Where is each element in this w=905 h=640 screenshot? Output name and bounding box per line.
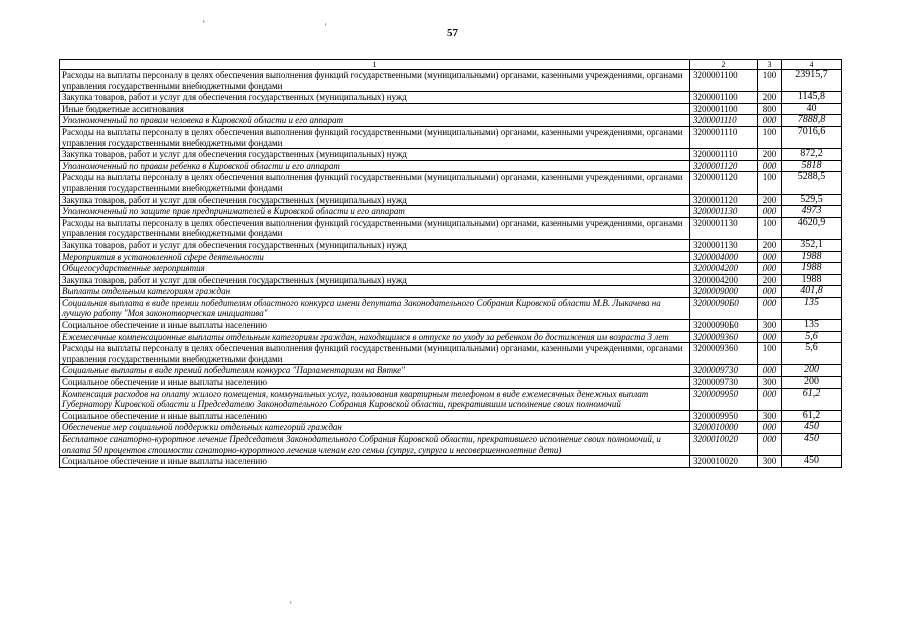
row-code: 3200004200	[690, 263, 758, 275]
page-number: 57	[447, 27, 458, 39]
budget-table	[59, 59, 842, 468]
row-vr: 000	[758, 434, 782, 456]
row-sum: 352,1	[782, 239, 842, 251]
row-sum: 5288,5	[782, 172, 842, 194]
row-vr: 000	[758, 388, 782, 410]
row-vr: 800	[758, 103, 782, 115]
header-row	[60, 60, 842, 70]
row-sum: 529,5	[782, 194, 842, 206]
row-vr: 200	[758, 194, 782, 206]
row-sum: 450	[782, 456, 842, 468]
row-name: Расходы на выплаты персоналу в целях обеспечения выполнения функций государственными (муниципальными) органами, казенными учреждениями, органами управления государственными внебюджетными фондами	[60, 217, 690, 239]
table-row	[60, 422, 842, 434]
row-code: 3200001100	[690, 70, 758, 92]
row-name: Расходы на выплаты персоналу в целях обеспечения выполнения функций государственными (муниципальными) органами, казенными учреждениями, органами управления государственными внебюджетными фондами	[60, 70, 690, 92]
row-name: Закупка товаров, работ и услуг для обеспечения государственных (муниципальных) нужд	[60, 194, 690, 206]
table-row	[60, 251, 842, 263]
row-vr: 100	[758, 172, 782, 194]
row-name: Социальное обеспечение и иные выплаты населению	[60, 456, 690, 468]
row-sum: 5,6	[782, 331, 842, 343]
table-row	[60, 206, 842, 218]
row-sum: 23915,7	[782, 70, 842, 92]
row-sum: 1988	[782, 251, 842, 263]
row-vr: 000	[758, 160, 782, 172]
row-code: 3200001120	[690, 172, 758, 194]
row-code: 3200010020	[690, 434, 758, 456]
row-name: Уполномоченный по правам ребенка в Кировской области и его аппарат	[60, 160, 690, 172]
row-name: Социальное обеспечение и иные выплаты населению	[60, 320, 690, 332]
row-vr: 000	[758, 422, 782, 434]
row-sum: 5818	[782, 160, 842, 172]
row-code: 3200001130	[690, 206, 758, 218]
header-col-4: 4	[782, 60, 842, 70]
table-row	[60, 194, 842, 206]
row-name: Социальные выплаты в виде премий победителям конкурса "Парламентаризм на Вятке"	[60, 365, 690, 377]
table-row	[60, 70, 842, 92]
row-sum: 135	[782, 297, 842, 319]
row-sum: 61,2	[782, 388, 842, 410]
row-code: 3200009950	[690, 388, 758, 410]
table-row	[60, 365, 842, 377]
row-vr: 100	[758, 343, 782, 365]
row-sum: 61,2	[782, 410, 842, 422]
row-vr: 200	[758, 149, 782, 161]
table-row	[60, 388, 842, 410]
row-vr: 000	[758, 297, 782, 319]
row-vr: 300	[758, 377, 782, 389]
row-code: 32000090Б0	[690, 320, 758, 332]
row-code: 3200001100	[690, 103, 758, 115]
row-name: Расходы на выплаты персоналу в целях обеспечения выполнения функций государственными (муниципальными) органами, казенными учреждениями, органами управления государственными внебюджетными фондами	[60, 126, 690, 148]
row-code: 3200001120	[690, 160, 758, 172]
row-vr: 200	[758, 92, 782, 104]
row-name: Ежемесячные компенсационные выплаты отдельным категориям граждан, находящимся в отпуске по уходу за ребенком до достижения им возраста 3 лет	[60, 331, 690, 343]
row-vr: 000	[758, 286, 782, 298]
row-name: Социальное обеспечение и иные выплаты населению	[60, 410, 690, 422]
row-name: Закупка товаров, работ и услуг для обеспечения государственных (муниципальных) нужд	[60, 92, 690, 104]
row-name: Выплаты отдельным категориям граждан	[60, 286, 690, 298]
table-row	[60, 217, 842, 239]
row-sum: 872,2	[782, 149, 842, 161]
table-row	[60, 115, 842, 127]
row-code: 3200009950	[690, 410, 758, 422]
row-code: 3200001130	[690, 217, 758, 239]
row-sum: 1988	[782, 263, 842, 275]
row-sum: 4973	[782, 206, 842, 218]
table-row	[60, 343, 842, 365]
header-col-2: 2	[690, 60, 758, 70]
row-code: 3200001110	[690, 149, 758, 161]
row-name: Уполномоченный по защите прав предпринимателей в Кировской области и его аппарат	[60, 206, 690, 218]
row-code: 3200009730	[690, 365, 758, 377]
table-row	[60, 149, 842, 161]
row-vr: 000	[758, 206, 782, 218]
row-name: Социальная выплата в виде премии победителям областного конкурса имени депутата Законодательного Собрания Кировской области М.В. Лыкачева на лучшую работу "Моя законотворческая инициатива"	[60, 297, 690, 319]
row-name: Уполномоченный по правам человека в Кировской области и его аппарат	[60, 115, 690, 127]
row-name: Закупка товаров, работ и услуг для обеспечения государственных (муниципальных) нужд	[60, 149, 690, 161]
row-code: 3200004200	[690, 274, 758, 286]
table-body	[60, 70, 842, 468]
row-sum: 135	[782, 320, 842, 332]
row-name: Иные бюджетные ассигнования	[60, 103, 690, 115]
row-sum: 5,6	[782, 343, 842, 365]
row-code: 3200009360	[690, 331, 758, 343]
table-row	[60, 456, 842, 468]
row-code: 3200010000	[690, 422, 758, 434]
table-row	[60, 92, 842, 104]
header-col-1: 1	[60, 60, 690, 70]
row-code: 3200009000	[690, 286, 758, 298]
row-code: 3200001130	[690, 239, 758, 251]
table-row	[60, 239, 842, 251]
table-row	[60, 172, 842, 194]
row-name: Компенсация расходов на оплату жилого помещения, коммунальных услуг, пользования квартирным телефоном в виде ежемесячных денежных выплат Губернатору Кировской области и Председателю Законодательного Собрания Кировской области, прекратившим исполнение своих полномочий	[60, 388, 690, 410]
table-row	[60, 103, 842, 115]
row-vr: 200	[758, 239, 782, 251]
table-row	[60, 126, 842, 148]
row-sum: 450	[782, 434, 842, 456]
row-vr: 000	[758, 331, 782, 343]
header-col-3: 3	[758, 60, 782, 70]
table-row	[60, 434, 842, 456]
row-name: Бесплатное санаторно-курортное лечение Председателя Законодательного Собрания Кировской области, прекратившего исполнение своих полномочий, и оплата 50 процентов стоимости санаторно-курортного лечения членам его семьи (супруг, супруга и несовершеннолетние дети)	[60, 434, 690, 456]
row-sum: 450	[782, 422, 842, 434]
row-vr: 100	[758, 126, 782, 148]
row-sum: 1145,8	[782, 92, 842, 104]
row-code: 32000090Б0	[690, 297, 758, 319]
row-sum: 1988	[782, 274, 842, 286]
row-name: Мероприятия в установленной сфере деятельности	[60, 251, 690, 263]
row-sum: 200	[782, 365, 842, 377]
table-row	[60, 320, 842, 332]
row-name: Расходы на выплаты персоналу в целях обеспечения выполнения функций государственными (муниципальными) органами, казенными учреждениями, органами управления государственными внебюджетными фондами	[60, 172, 690, 194]
table-row	[60, 297, 842, 319]
row-sum: 7888,8	[782, 115, 842, 127]
row-name: Расходы на выплаты персоналу в целях обеспечения выполнения функций государственными (муниципальными) органами, казенными учреждениями, органами управления государственными внебюджетными фондами	[60, 343, 690, 365]
row-vr: 100	[758, 217, 782, 239]
row-vr: 000	[758, 365, 782, 377]
table-row	[60, 377, 842, 389]
row-name: Социальное обеспечение и иные выплаты населению	[60, 377, 690, 389]
row-code: 3200009360	[690, 343, 758, 365]
table-row	[60, 410, 842, 422]
row-sum: 4620,9	[782, 217, 842, 239]
row-vr: 300	[758, 456, 782, 468]
row-code: 3200001120	[690, 194, 758, 206]
table-row	[60, 263, 842, 275]
table-row	[60, 274, 842, 286]
row-code: 3200001110	[690, 115, 758, 127]
row-vr: 300	[758, 320, 782, 332]
row-code: 3200009730	[690, 377, 758, 389]
row-vr: 100	[758, 70, 782, 92]
table-row	[60, 286, 842, 298]
row-name: Закупка товаров, работ и услуг для обеспечения государственных (муниципальных) нужд	[60, 274, 690, 286]
table-row	[60, 160, 842, 172]
table-row	[60, 331, 842, 343]
row-name: Общегосударственные мероприятия	[60, 263, 690, 275]
row-vr: 000	[758, 251, 782, 263]
row-vr: 000	[758, 115, 782, 127]
row-code: 3200001100	[690, 92, 758, 104]
row-name: Закупка товаров, работ и услуг для обеспечения государственных (муниципальных) нужд	[60, 239, 690, 251]
row-code: 3200004000	[690, 251, 758, 263]
row-sum: 7016,6	[782, 126, 842, 148]
row-name: Обеспечение мер социальной поддержки отдельных категорий граждан	[60, 422, 690, 434]
row-vr: 000	[758, 263, 782, 275]
row-code: 3200010020	[690, 456, 758, 468]
row-vr: 300	[758, 410, 782, 422]
row-sum: 401,8	[782, 286, 842, 298]
row-code: 3200001110	[690, 126, 758, 148]
row-sum: 40	[782, 103, 842, 115]
row-vr: 200	[758, 274, 782, 286]
row-sum: 200	[782, 377, 842, 389]
